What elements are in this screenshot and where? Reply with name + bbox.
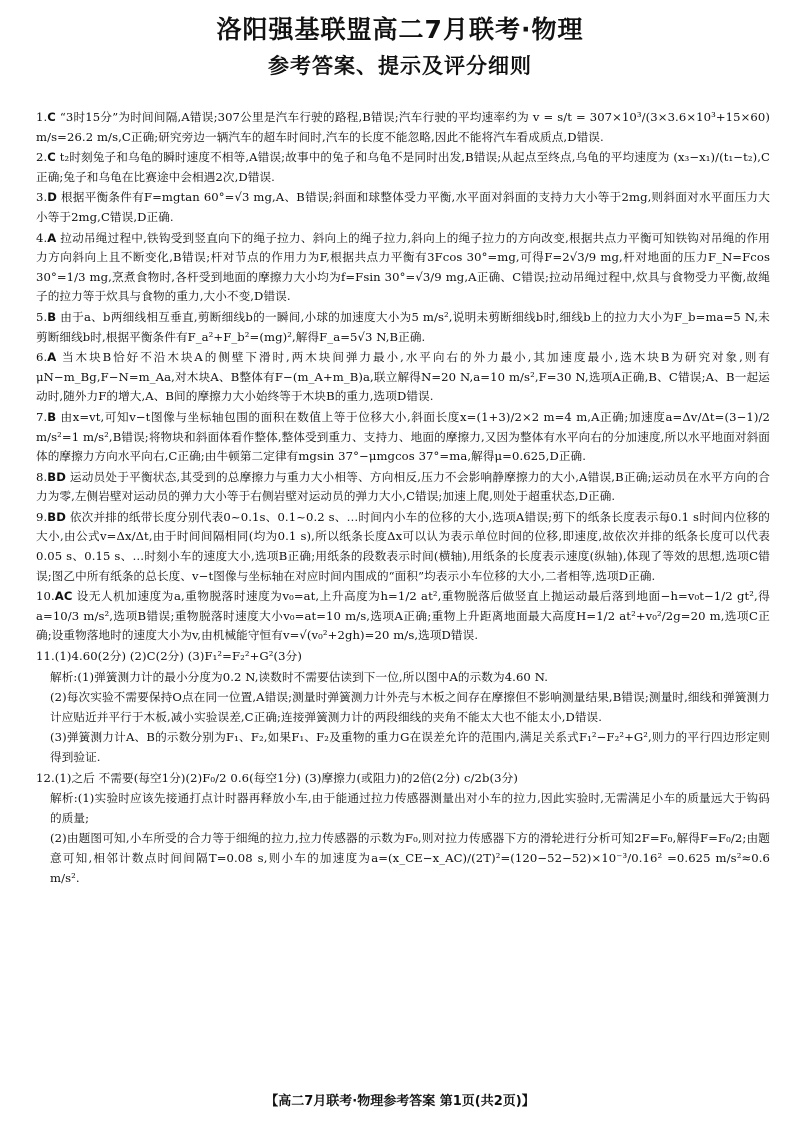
item-answer: D xyxy=(47,190,57,205)
analysis-text: (2)由题图可知,小车所受的合力等于细绳的拉力,拉力传感器的示数为F₀,则对拉力传感器下方的滑轮进行分析可知2F=F₀,解得F=F₀/2;由题意可知,相邻计数点时间间隔T=0.08 s,则小车的加速度为a=(x_CE−x_AC)/(2T)²=(120−52−52)×10⁻³/0.16² =0.625 m/s²≈0.6 m/s². xyxy=(50,831,770,885)
answer-item-12 xyxy=(36,769,770,789)
item-explanation: 由x=vt,可知v−t图像与坐标轴包围的面积在数值上等于位移大小,斜面长度x=(1+3)/2×2 m=4 m,A正确;加速度a=Δv/Δt=(3−1)/2 m/s²=1 m/s²,B错误;将物块和斜面体看作整体,整体受到重力、支持力、地面的摩擦力,又因为整体有水平向右的分加速度,所以水平地面对斜面体的摩擦力方向水平向右,C正确;由牛顿第二定律有mgsin 37°−μmgcos 37°=ma,解得μ=0.625,D正确. xyxy=(36,409,770,464)
item-number: 2. xyxy=(36,150,48,165)
item-number: 11. xyxy=(36,649,55,664)
item-answer: A xyxy=(47,350,57,365)
answer-item-10 xyxy=(36,587,770,646)
item-explanation: t₂时刻兔子和乌龟的瞬时速度不相等,A错误;故事中的兔子和乌龟不是同时出发,B错误;从起点至终点,乌龟的平均速度为 (x₃−x₁)/(t₁−t₂),C正确;兔子和乌龟在比赛途中会相遇2次,D错误. xyxy=(36,150,770,184)
answer-item-7 xyxy=(36,408,770,467)
item-explanation: 拉动吊绳过程中,铁钩受到竖直向下的绳子拉力、斜向上的绳子拉力,斜向上的绳子拉力的方向改变,根据共点力平衡可知铁钩对吊绳的作用力方向斜向上且不断变化,B错误;杆对节点的作用力为F,根据共点力平衡有3Fcos 30°=mg,可得F=2√3/9 mg,杆对地面的压力F_N=Fcos 30°=1/3 mg,烹煮食物时,各杆受到地面的摩擦力大小均为f=Fsin 30°=√3/9 mg,A正确、C错误;拉动吊绳过程中,炊具与食物受力平衡,故绳子的拉力等于炊具与食物的重力,大小不变,D错误. xyxy=(36,230,770,304)
answer-item-8 xyxy=(36,468,770,507)
analysis-11-part3 xyxy=(36,728,770,767)
answer-item-11 xyxy=(36,647,770,667)
item-explanation: 由于a、b两细线相互垂直,剪断细线b的一瞬间,小球的加速度大小为5 m/s²,说明未剪断细线b时,细线b上的拉力大小为F_b=ma=5 N,未剪断细线b时,根据平衡条件有F_a²+F_b²=(mg)²,解得F_a=5√3 N,B正确. xyxy=(36,309,771,344)
item-number: 8. xyxy=(36,469,48,484)
item-explanation: 依次并排的纸带长度分别代表0~0.1s、0.1~0.2 s、…时间内小车的位移的大小,选项A错误;剪下的纸条长度表示每0.1 s时间内位移的大小,由公式v=Δx/Δt,由于时间间隔相同(均为0.1 s),所以纸条长度Δx可以认为表示单位时间的位移,即速度,故依次并排的纸条长度可以代表0.05 s、0.15 s、…时刻小车的速度大小,选项B正确;用纸条的段数表示时间(横轴),用纸条的长度表示速度(纵轴),体现了等效的思想,选项C错误;图乙中所有纸条的总长度、v−t图像与坐标轴在对应时间内围成的“面积”均表示小车位移的大小,二者相等,选项D正确. xyxy=(36,509,770,583)
item-answer: B xyxy=(47,309,57,324)
item-number: 9. xyxy=(36,509,48,524)
analysis-12-part2 xyxy=(36,829,770,888)
item-number: 12. xyxy=(36,770,55,785)
item-answer: BD xyxy=(47,469,66,484)
analysis-11-part2 xyxy=(36,688,770,727)
item-number: 5. xyxy=(36,309,48,324)
answer-item-9 xyxy=(36,508,770,586)
item-number: 6. xyxy=(36,350,48,365)
answer-item-5 xyxy=(36,308,770,347)
item-answer: A xyxy=(47,230,57,245)
item-explanation: (1)之后 不需要(每空1分)(2)F₀/2 0.6(每空1分) (3)摩擦力(或阻力)的2倍(2分) c/2b(3分) xyxy=(54,770,518,785)
answer-item-1 xyxy=(36,108,770,147)
item-answer: BD xyxy=(47,509,66,524)
answer-item-6 xyxy=(36,348,770,407)
answer-item-4 xyxy=(36,229,770,307)
item-answer: C xyxy=(47,150,56,165)
analysis-12-part1 xyxy=(36,789,770,828)
item-number: 7. xyxy=(36,409,48,424)
analysis-text: 解析:(1)弹簧测力计的最小分度为0.2 N,读数时不需要估读到下一位,所以图中A的示数为4.60 N. xyxy=(50,669,548,684)
analysis-text: (3)弹簧测力计A、B的示数分别为F₁、F₂,如果F₁、F₂及重物的重力G在误差允许的范围内,满足关系式F₁²−F₂²+G²,则力的平行四边形定则得到验证. xyxy=(50,730,770,764)
item-answer: C xyxy=(47,110,56,124)
item-explanation: (1)4.60(2分) (2)C(2分) (3)F₁²=F₂²+G²(3分) xyxy=(54,649,302,664)
item-number: 1. xyxy=(36,110,48,124)
page-subtitle: 参考答案、提示及评分细则 xyxy=(268,54,532,78)
analysis-text: 解析:(1)实验时应该先接通打点计时器再释放小车,由于能通过拉力传感器测量出对小车的拉力,因此实验时,无需满足小车的质量远大于钩码的质量; xyxy=(50,791,770,825)
item-answer: AC xyxy=(54,589,73,604)
item-explanation: 根据平衡条件有F=mgtan 60°=√3 mg,A、B错误;斜面和球整体受力平衡,水平面对斜面的支持力大小等于2mg,则斜面对水平面压力大小等于2mg,C错误,D正确. xyxy=(36,190,770,224)
answer-item-2 xyxy=(36,148,770,187)
analysis-text: (2)每次实验不需要保持O点在同一位置,A错误;测量时弹簧测力计外壳与木板之间存在摩擦但不影响测量结果,B错误;测量时,细线和弹簧测力计应贴近并平行于木板,减小实验误差,C正确;连接弹簧测力计的两段细线的夹角不能太大也不能太小,D错误. xyxy=(50,690,770,724)
answer-list xyxy=(36,108,770,889)
item-explanation: “3时15分”为时间间隔,A错误;307公里是汽车行驶的路程,B错误;汽车行驶的平均速率约为 v = s/t = 307×10³/(3×3.6×10³+15×60) m/s=26.2 m/s,C正确;研究旁边一辆汽车的超车时间时,汽车的长度不能忽略,因此不能将汽车看成质点,D错误. xyxy=(36,110,770,144)
item-explanation: 设无人机加速度为a,重物脱落时速度为v₀=at,上升高度为h=1/2 at²,重物脱落后做竖直上抛运动最后落到地面−h=v₀t−1/2 gt²,得a=10/3 m/s²,选项B错误;重物脱落时速度大小v₀=at=10 m/s,选项A正确;重物上升距离地面最大高度H=1/2 at²+v₀²/2g=20 m,选项C正确;设重物落地时的速度大小为v,由机械能守恒有v=√(v₀²+2gh)=20 m/s,选项D错误. xyxy=(36,589,770,643)
item-answer: B xyxy=(47,409,57,424)
item-explanation: 运动员处于平衡状态,其受到的总摩擦力与重力大小相等、方向相反,压力不会影响静摩擦力的大小,A错误,B正确;运动员在水平方向的合力为零,左侧岩壁对运动员的弹力大小等于右侧岩壁对运动员的弹力大小,C错误;加速上爬,则处于超重状态,D正确. xyxy=(36,469,770,504)
page-footer: 【高二7月联考·物理参考答案 第1页(共2页)】 xyxy=(265,1094,535,1109)
answer-item-3 xyxy=(36,188,770,227)
item-number: 10. xyxy=(36,589,55,604)
item-number: 3. xyxy=(36,190,48,205)
item-explanation: 当木块B恰好不沿木块A的侧壁下滑时,两木块间弹力最小,水平向右的外力最小,其加速度最小,选木块B为研究对象,则有μN−m_Bg,F−N=m_Aa,对木块A、B整体有F−(m_A+m_B)a,联立解得N=20 N,a=10 m/s²,F=30 N,选项A正确,B、C错误;A、B一起运动时,随外力F的增大,A、B间的摩擦力大小始终等于木块B的重力,选项D错误. xyxy=(36,350,770,404)
analysis-11-part1 xyxy=(36,668,770,688)
page-title: 洛阳强基联盟高二7月联考·物理 xyxy=(216,15,584,44)
item-number: 4. xyxy=(36,230,48,245)
